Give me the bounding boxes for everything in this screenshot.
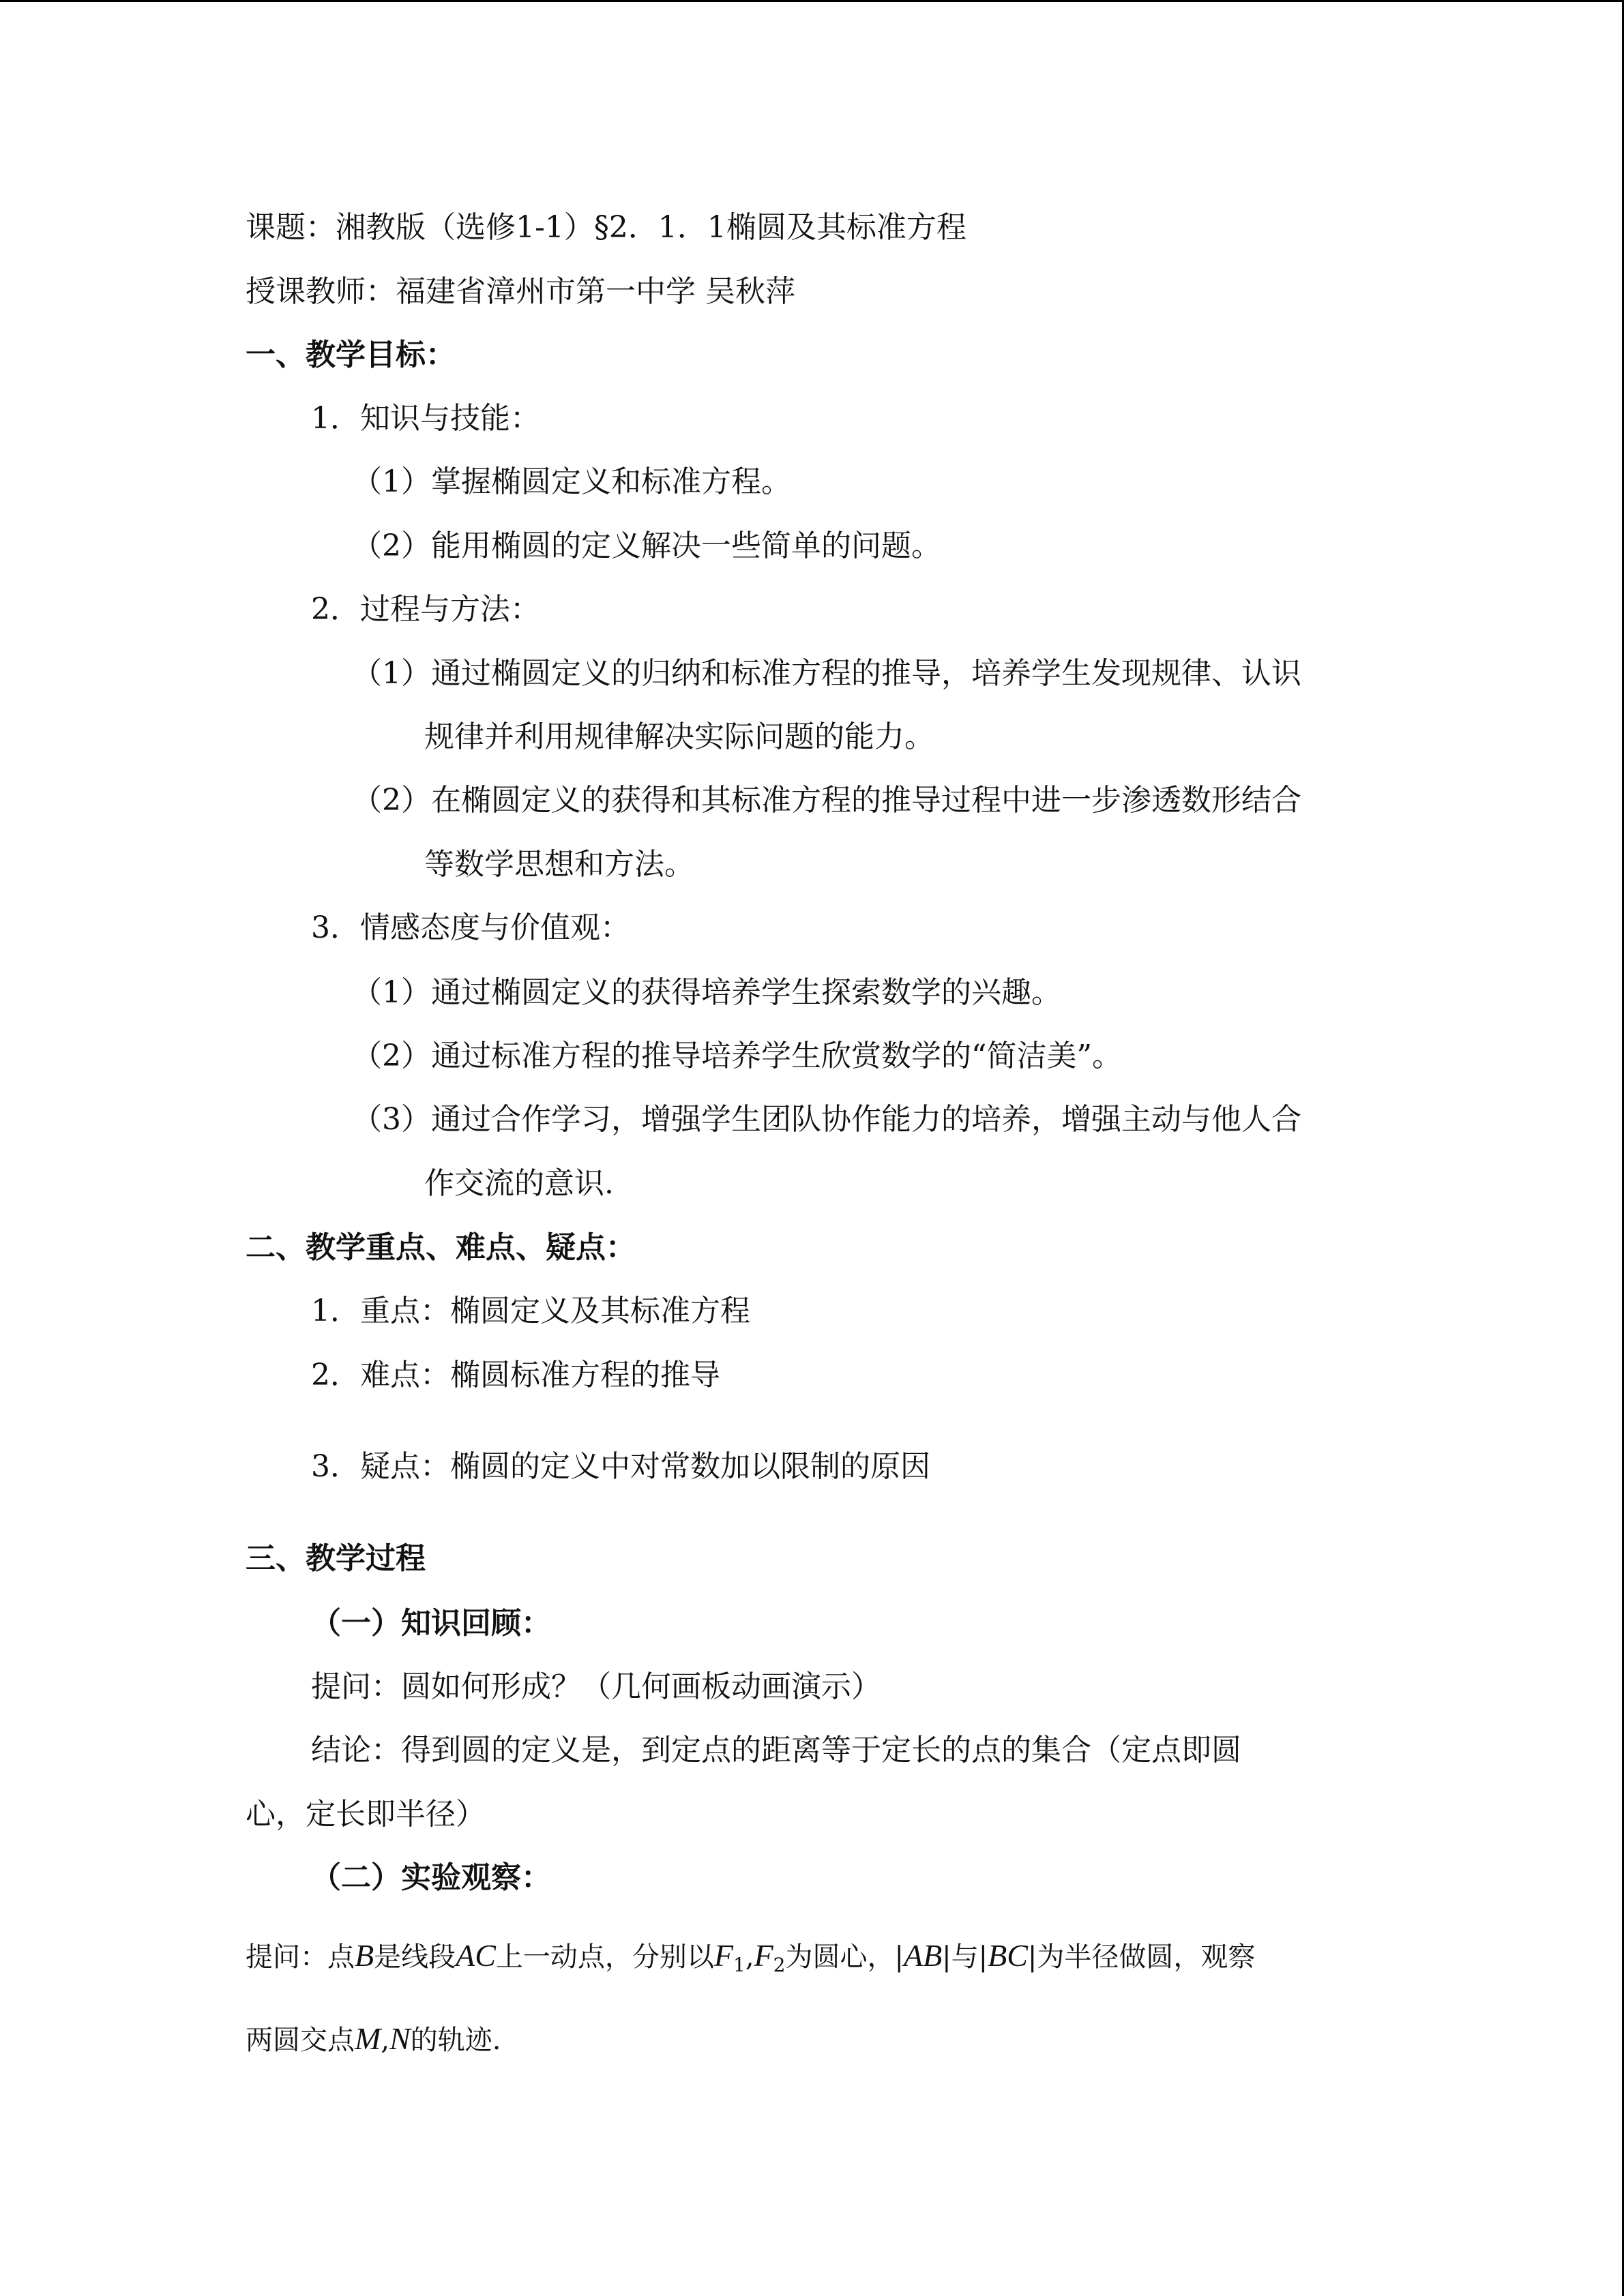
section-heading-process: 三、教学过程 bbox=[246, 1541, 426, 1576]
goal-3-item-2: （2）通过标准方程的推导培养学生欣赏数学的“简洁美”。 bbox=[352, 1039, 1122, 1073]
comma: , bbox=[381, 2025, 390, 2056]
math-point-n: N bbox=[389, 2021, 411, 2056]
text-segment: 两圆交点 bbox=[246, 2025, 355, 2056]
goal-1-item-1: （1）掌握椭圆定义和标准方程。 bbox=[352, 464, 791, 499]
section-heading-goals: 一、教学目标： bbox=[246, 338, 456, 372]
review-question: 提问：圆如何形成？（几何画板动画演示） bbox=[311, 1669, 881, 1704]
abs-bar: | bbox=[978, 1941, 988, 1973]
goal-1-item-2: （2）能用椭圆的定义解决一些简单的问题。 bbox=[352, 528, 941, 563]
goal-2-item-1-cont: 规律并利用规律解决实际问题的能力。 bbox=[424, 719, 934, 754]
abs-bar: | bbox=[942, 1941, 951, 1973]
math-ab: AB bbox=[903, 1938, 943, 1973]
goal-2-item-1: （1）通过椭圆定义的归纳和标准方程的推导，培养学生发现规律、认识 bbox=[352, 656, 1301, 691]
math-f1: F bbox=[713, 1938, 733, 1973]
goal-1-title: 1．知识与技能： bbox=[311, 401, 540, 436]
text-segment: 上一动点，分别以 bbox=[495, 1941, 714, 1973]
lesson-topic: 课题：湘教版（选修1-1）§2．1．1椭圆及其标准方程 bbox=[246, 210, 966, 245]
review-conclusion-cont: 心，定长即半径） bbox=[246, 1797, 486, 1832]
math-bc: BC bbox=[988, 1938, 1028, 1973]
goal-3-item-1: （1）通过椭圆定义的获得培养学生探索数学的兴趣。 bbox=[352, 975, 1061, 1010]
text-segment: 提问：点 bbox=[246, 1941, 355, 1973]
text-segment: 为半径做圆，观察 bbox=[1037, 1941, 1256, 1973]
experiment-question bbox=[246, 1937, 1255, 1984]
text-segment: 是线段 bbox=[374, 1941, 456, 1973]
review-conclusion: 结论：得到圆的定义是，到定点的距离等于定长的点的集合（定点即圆 bbox=[311, 1733, 1241, 1768]
math-point-b: B bbox=[355, 1938, 374, 1973]
keypoint-doubt: 3．疑点：椭圆的定义中对常数加以限制的原因 bbox=[311, 1449, 930, 1484]
goal-3-title: 3．情感态度与价值观： bbox=[311, 910, 630, 945]
comma: , bbox=[745, 1941, 754, 1973]
goal-2-title: 2．过程与方法： bbox=[311, 592, 540, 627]
subscript: 1 bbox=[733, 1954, 745, 1976]
goal-2-item-2-cont: 等数学思想和方法。 bbox=[424, 847, 694, 882]
subsection-review: （一）知识回顾： bbox=[311, 1606, 551, 1641]
math-point-m: M bbox=[355, 2021, 381, 2056]
goal-2-item-2: （2）在椭圆定义的获得和其标准方程的推导过程中进一步渗透数形结合 bbox=[352, 783, 1301, 818]
teacher-info: 授课教师：福建省漳州市第一中学 吴秋萍 bbox=[246, 274, 795, 309]
goal-3-item-3: （3）通过合作学习，增强学生团队协作能力的培养，增强主动与他人合 bbox=[352, 1102, 1301, 1137]
text-segment: 的轨迹. bbox=[410, 2025, 501, 2056]
text-segment: 为圆心， bbox=[785, 1941, 895, 1973]
abs-bar: | bbox=[894, 1941, 904, 1973]
goal-3-item-3-cont: 作交流的意识. bbox=[424, 1166, 614, 1201]
math-segment-ac: AC bbox=[456, 1938, 496, 1973]
keypoint-focus: 1．重点：椭圆定义及其标准方程 bbox=[311, 1294, 750, 1328]
experiment-question-cont bbox=[246, 2020, 501, 2059]
text-segment: 与 bbox=[951, 1941, 979, 1973]
subscript: 2 bbox=[773, 1954, 786, 1976]
abs-bar: | bbox=[1027, 1941, 1037, 1973]
math-f2: F bbox=[754, 1938, 773, 1973]
subsection-experiment: （二）实验观察： bbox=[311, 1860, 551, 1895]
keypoint-difficulty: 2．难点：椭圆标准方程的推导 bbox=[311, 1358, 720, 1392]
section-heading-keypoints: 二、教学重点、难点、疑点： bbox=[246, 1230, 636, 1265]
page-top-border bbox=[0, 0, 1624, 2]
